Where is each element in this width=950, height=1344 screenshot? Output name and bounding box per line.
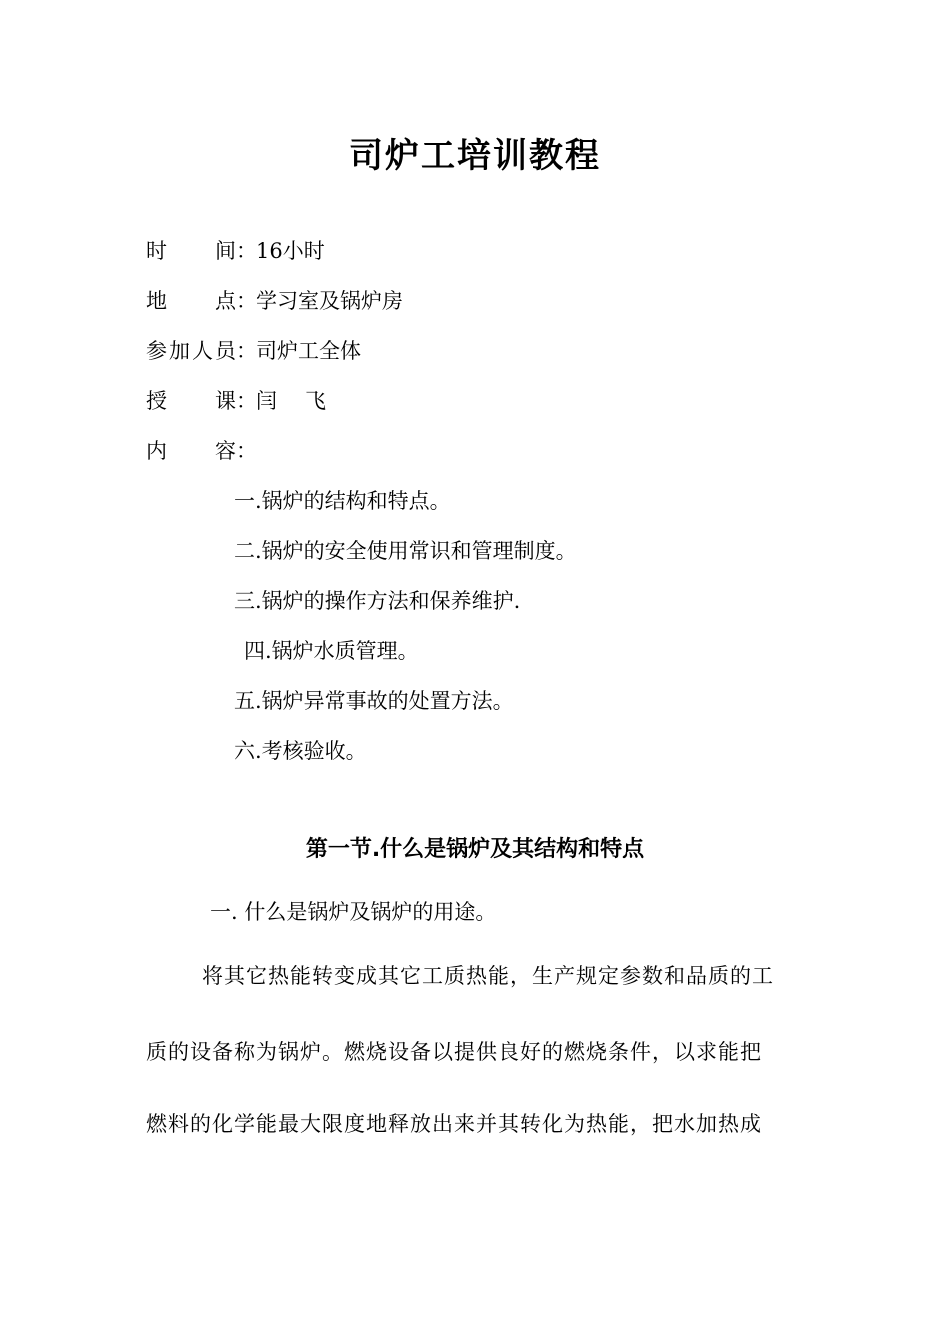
toc-item: 六.考核验收。 xyxy=(234,739,367,763)
meta-value: 16小时 xyxy=(256,239,325,263)
meta-label: 授课 xyxy=(146,389,236,413)
meta-value: 闫飞 xyxy=(256,389,354,413)
meta-row-participants xyxy=(146,336,361,366)
meta-value: 司炉工全体 xyxy=(256,339,361,363)
toc-item: 五.锅炉异常事故的处置方法。 xyxy=(234,689,514,713)
meta-colon: ： xyxy=(236,389,257,413)
section-heading: 第一节.什么是锅炉及其结构和特点 xyxy=(305,837,645,862)
toc-item: 一.锅炉的结构和特点。 xyxy=(234,489,451,513)
toc-item: 二.锅炉的安全使用常识和管理制度。 xyxy=(234,539,577,563)
section-subheading: 一. 什么是锅炉及锅炉的用途。 xyxy=(210,900,497,924)
meta-row-location xyxy=(146,286,403,316)
document-title: 司炉工培训教程 xyxy=(349,136,601,176)
meta-row-instructor xyxy=(146,386,354,416)
paragraph-line: 燃料的化学能最大限度地释放出来并其转化为热能，把水加热成 xyxy=(146,1112,762,1136)
meta-label: 参加人员 xyxy=(146,339,236,363)
toc-item: 三.锅炉的操作方法和保养维护. xyxy=(234,589,521,613)
meta-value: 学习室及锅炉房 xyxy=(256,289,403,313)
meta-label: 内容 xyxy=(146,439,236,463)
meta-row-time xyxy=(146,236,325,266)
meta-colon: ： xyxy=(236,439,257,463)
meta-colon: ： xyxy=(236,289,257,313)
meta-colon: ： xyxy=(236,339,257,363)
paragraph-line: 质的设备称为锅炉。燃烧设备以提供良好的燃烧条件，以求能把 xyxy=(146,1040,762,1064)
meta-colon: ： xyxy=(236,239,257,263)
toc-item: 四.锅炉水质管理。 xyxy=(244,639,419,663)
meta-row-contents xyxy=(146,436,256,466)
paragraph-line: 将其它热能转变成其它工质热能，生产规定参数和品质的工 xyxy=(202,964,774,988)
meta-label: 时间 xyxy=(146,239,236,263)
meta-label: 地点 xyxy=(146,289,236,313)
